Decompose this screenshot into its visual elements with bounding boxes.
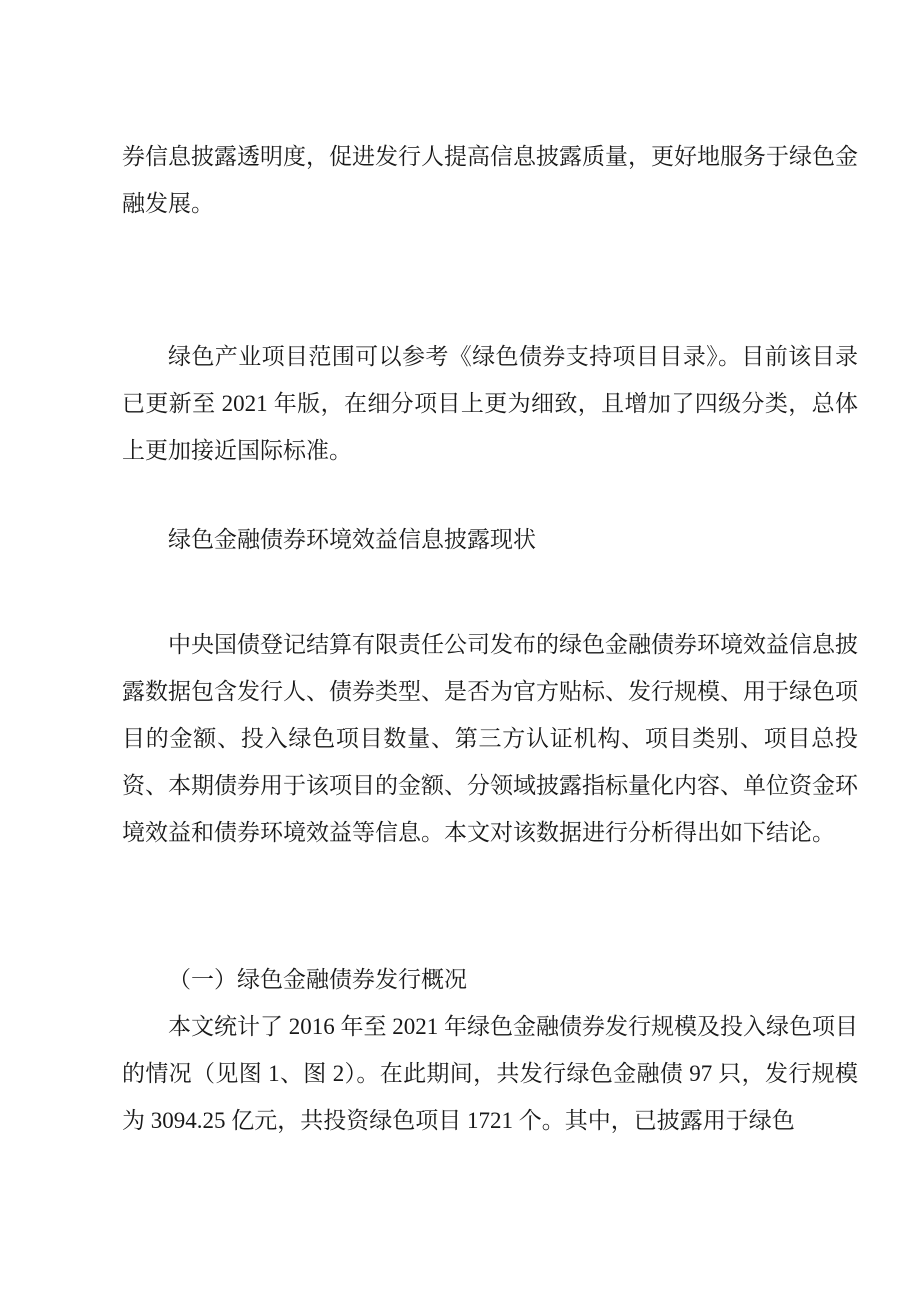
paragraph-chinabond-disclosure-data: 中央国债登记结算有限责任公司发布的绿色金融债券环境效益信息披露数据包含发行人、债券类型、是否为官方贴标、发行规模、用于绿色项目的金额、投入绿色项目数量、第三方认证机构、项目类别、项目总投资、本期债券用于该项目的金额、分领域披露指标量化内容、单位资金环境效益和债券环境效益等信息。本文对该数据进行分析得出如下结论。 [122, 632, 858, 845]
paragraph-issuance-statistics: 本文统计了 2016 年至 2021 年绿色金融债券发行规模及投入绿色项目的情况（见图 1、图 2）。在此期间，共发行绿色金融债 97 只，发行规模为 3094.25 亿元，共投资绿色项目 1721 个。其中，已披露用于绿色 [122, 1014, 858, 1133]
paragraph-green-project-catalog: 绿色产业项目范围可以参考《绿色债券支持项目目录》。目前该目录已更新至 2021 年版，在细分项目上更为细致，且增加了四级分类，总体上更加接近国际标准。 [122, 344, 858, 463]
heading-env-benefit-disclosure-status: 绿色金融债券环境效益信息披露现状 [168, 527, 536, 552]
heading-section-1-issuance-overview: （一）绿色金融债券发行概况 [168, 967, 467, 992]
paragraph-bond-disclosure-transparency: 券信息披露透明度，促进发行人提高信息披露质量，更好地服务于绿色金融发展。 [122, 144, 858, 216]
